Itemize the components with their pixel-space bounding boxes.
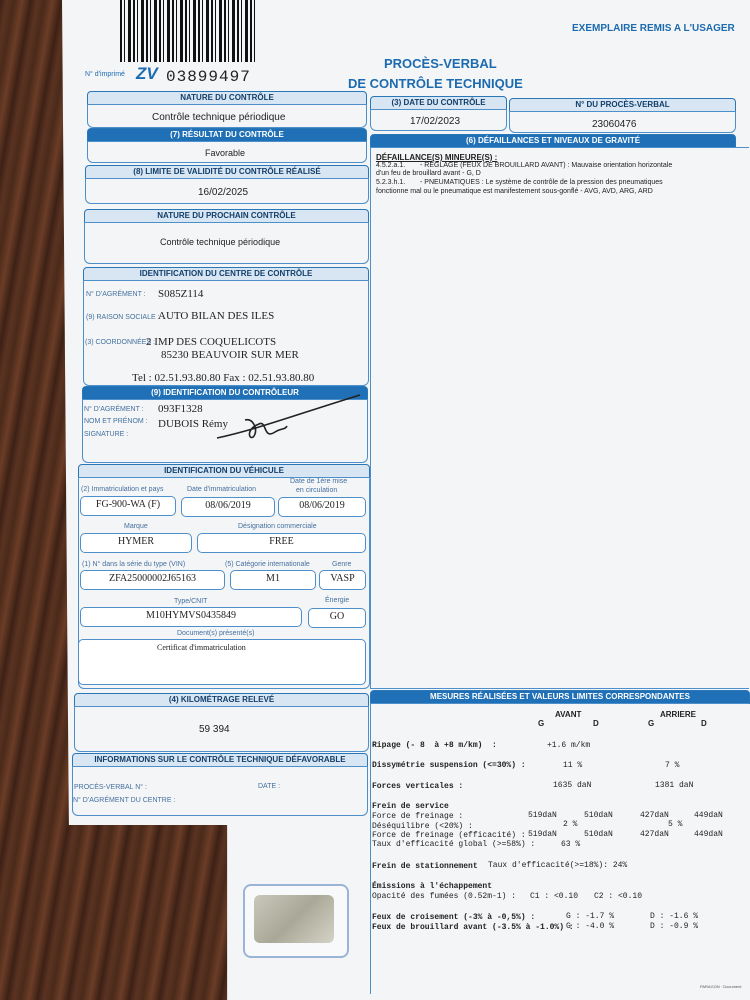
controleur-nom-value: DUBOIS Rémy: [158, 418, 228, 430]
ripage-label: Ripage (- 8 à +8 m/km) :: [372, 741, 497, 750]
limite-validite-value: 16/02/2025: [198, 187, 249, 198]
defaillance-line-1: - RÉGLAGE (FEUX DE BROUILLARD AVANT) : Mauvaise orientation horizontale: [420, 162, 673, 169]
dissym-arriere: 7 %: [665, 761, 680, 770]
opacite-c1: C1 : <0.10: [530, 892, 579, 901]
imprime-prefix: ZV: [136, 64, 158, 83]
defavorable-box: [72, 766, 368, 816]
kilometrage-value: 59 394: [199, 724, 230, 735]
type-field: M10HYMVS0435849: [80, 607, 302, 627]
energie-label: Énergie: [325, 597, 350, 604]
controleur-signature-label: SIGNATURE :: [84, 431, 129, 438]
resultat-value: Favorable: [205, 148, 246, 158]
force-freinage-label: Force de freinage :: [372, 812, 464, 821]
categorie-field: M1: [230, 570, 316, 590]
limite-validite-header: (8) LIMITE DE VALIDITÉ DU CONTRÔLE RÉALISÉ: [85, 165, 369, 179]
document-title-2: DE CONTRÔLE TECHNIQUE: [348, 76, 523, 91]
centre-raison-value: AUTO BILAN DES ILES: [158, 310, 275, 322]
categorie-label: (5) Catégorie internationale: [225, 561, 310, 568]
ff-avant-d: 510daN: [584, 811, 613, 820]
barcode: [120, 0, 255, 62]
fe-arriere-g: 427daN: [640, 830, 669, 839]
controleur-header: (9) IDENTIFICATION DU CONTRÔLEUR: [82, 386, 368, 400]
centre-raison-label: (9) RAISON SOCIALE :: [86, 314, 160, 321]
feux-croisement-g: G : -1.7 %: [566, 912, 615, 921]
energie-field: GO: [308, 608, 366, 628]
kilometrage-header: (4) KILOMÉTRAGE RELEVÉ: [74, 693, 369, 707]
mesures-header: MESURES RÉALISÉES ET VALEURS LIMITES CORRESPONDANTES: [370, 690, 750, 704]
defaillances-box: [370, 147, 749, 689]
ripage-value: +1.6 m/km: [547, 741, 591, 750]
ff-avant-g: 519daN: [528, 811, 557, 820]
premiere-label-1: Date de 1ère mise: [290, 478, 348, 485]
arriere-g-label: G: [648, 719, 655, 728]
defavorable-pv-label: PROCÈS-VERBAL N° :: [74, 784, 147, 791]
defaillance-code-1: 4.5.2.a.1.: [376, 162, 406, 169]
opacite-c2: C2 : <0.10: [594, 892, 643, 901]
premiere-label-2: en circulation: [296, 487, 338, 494]
forces-arriere: 1381 daN: [655, 781, 694, 790]
defavorable-agrement-label: N° D'AGRÉMENT DU CENTRE :: [73, 797, 176, 804]
marque-field: HYMER: [80, 533, 192, 553]
defavorable-header: INFORMATIONS SUR LE CONTRÔLE TECHNIQUE DÉFAVORABLE: [72, 753, 368, 767]
date-immat-field: 08/06/2019: [181, 497, 275, 517]
arriere-d-label: D: [701, 719, 707, 728]
avant-label: AVANT: [555, 710, 582, 719]
taux-global-label: Taux d'efficacité global (>=58%) :: [372, 840, 536, 849]
genre-field: VASP: [319, 570, 366, 590]
defaillances-header: (6) DÉFAILLANCES ET NIVEAUX DE GRAVITÉ: [370, 134, 736, 148]
vin-label: (1) N° dans la série du type (VIN): [82, 561, 186, 568]
num-pv-value: 23060476: [592, 119, 637, 130]
centre-coord-label: (3) COORDONNÉES :: [85, 339, 156, 346]
taux-global-value: 63 %: [561, 840, 581, 849]
opacite-label: Opacité des fumées (0.52m-1) :: [372, 892, 517, 901]
type-label: Type/CNIT: [174, 598, 208, 605]
hologram-sticker: [243, 884, 349, 958]
date-immat-label: Date d'immatriculation: [187, 486, 257, 493]
ff-arriere-d: 449daN: [694, 811, 723, 820]
feux-brouillard-d: D : -0.9 %: [650, 922, 699, 931]
designation-field: FREE: [197, 533, 366, 553]
handwritten-signature: [215, 390, 365, 450]
controleur-nom-label: NOM ET PRÉNOM :: [84, 418, 148, 425]
nature-controle-value: Contrôle technique périodique: [152, 112, 286, 123]
frein-stationnement-label: Frein de stationnement: [372, 862, 478, 871]
genre-label: Genre: [332, 561, 352, 568]
document-title-1: PROCÈS-VERBAL: [384, 56, 497, 71]
defavorable-date-label: DATE :: [258, 783, 281, 790]
resultat-header: (7) RÉSULTAT DU CONTRÔLE: [87, 128, 367, 142]
controleur-agrement-value: 093F1328: [158, 403, 203, 415]
num-pv-header: N° DU PROCÈS-VERBAL: [509, 98, 736, 112]
centre-tel: Tel : 02.51.93.80.80 Fax : 02.51.93.80.80: [132, 372, 315, 384]
vehicule-header: IDENTIFICATION DU VÉHICULE: [78, 464, 370, 478]
feux-croisement-label: Feux de croisement (-3% à -0,5%) :: [372, 913, 536, 922]
immat-label: (2) Immatriculation et pays: [81, 486, 164, 493]
controleur-agrement-label: N° D'AGRÉMENT :: [84, 406, 144, 413]
date-controle-header: (3) DATE DU CONTRÔLE: [370, 96, 507, 110]
prochain-controle-value: Contrôle technique périodique: [160, 237, 281, 247]
copy-label: EXEMPLAIRE REMIS A L'USAGER: [572, 23, 735, 34]
deseq-arriere: 5 %: [668, 820, 683, 829]
feux-brouillard-label: Feux de brouillard avant (-3.5% à -1.0%) :: [372, 923, 574, 932]
premiere-field: 08/06/2019: [278, 497, 366, 517]
centre-agrement-label: N° D'AGRÉMENT :: [86, 291, 146, 298]
frein-stationnement-value: Taux d'efficacité(>=18%): 24%: [488, 861, 628, 870]
defaillance-code-3: 5.2.3.h.1.: [376, 179, 406, 186]
fe-avant-g: 519daN: [528, 830, 557, 839]
arriere-label: ARRIERE: [660, 710, 697, 719]
feux-croisement-d: D : -1.6 %: [650, 912, 699, 921]
defaillance-line-4: fonctionne mal ou le pneumatique est manifestement sous-gonflé - AVG, AVD, ARG, ARD: [376, 188, 653, 195]
forces-avant: 1635 daN: [553, 781, 592, 790]
imprime-number: 03899497: [166, 68, 251, 86]
document-value: Certificat d'immatriculation: [157, 643, 246, 652]
centre-header: IDENTIFICATION DU CENTRE DE CONTRÔLE: [83, 267, 369, 281]
centre-adresse-2: 85230 BEAUVOIR SUR MER: [161, 349, 299, 361]
ff-arriere-g: 427daN: [640, 811, 669, 820]
dissym-label: Dissymétrie suspension (<=30%) :: [372, 761, 526, 770]
imprime-label: N° d'imprimé: [85, 71, 125, 78]
feux-brouillard-g: G : -4.0 %: [566, 922, 615, 931]
nature-controle-header: NATURE DU CONTRÔLE: [87, 91, 367, 105]
fe-arriere-d: 449daN: [694, 830, 723, 839]
fe-avant-d: 510daN: [584, 830, 613, 839]
avant-g-label: G: [538, 719, 545, 728]
immat-field: FG-900-WA (F): [80, 496, 176, 516]
marque-label: Marque: [124, 523, 148, 530]
centre-adresse-1: 2 IMP DES COQUELICOTS: [146, 336, 277, 348]
footer-paragon: PARAGON · Document: [700, 984, 742, 989]
prochain-controle-header: NATURE DU PROCHAIN CONTRÔLE: [84, 209, 369, 223]
vin-field: ZFA25000002J65163: [80, 570, 225, 590]
avant-d-label: D: [593, 719, 599, 728]
emissions-label: Émissions à l'échappement: [372, 882, 493, 891]
defaillances-title: DÉFAILLANCE(S) MINEURE(S) :: [376, 153, 498, 162]
dissym-avant: 11 %: [563, 761, 583, 770]
documents-label: Document(s) présenté(s): [177, 630, 255, 637]
defaillance-line-2: d'un feu de brouillard avant - G, D: [376, 170, 481, 177]
centre-agrement-value: S085Z114: [158, 288, 204, 300]
deseq-avant: 2 %: [563, 820, 578, 829]
date-controle-value: 17/02/2023: [410, 116, 461, 127]
designation-label: Désignation commerciale: [238, 523, 317, 530]
frein-service-label: Frein de service: [372, 802, 449, 811]
forces-label: Forces verticales :: [372, 782, 464, 791]
deseq-label: Déséquilibre (<20%) :: [372, 822, 473, 831]
hologram-patch: [254, 895, 334, 943]
defaillance-line-3: - PNEUMATIQUES : Le système de contrôle de la pression des pneumatiques: [420, 179, 663, 186]
force-efficacite-label: Force de freinage (efficacité) :: [372, 831, 526, 840]
